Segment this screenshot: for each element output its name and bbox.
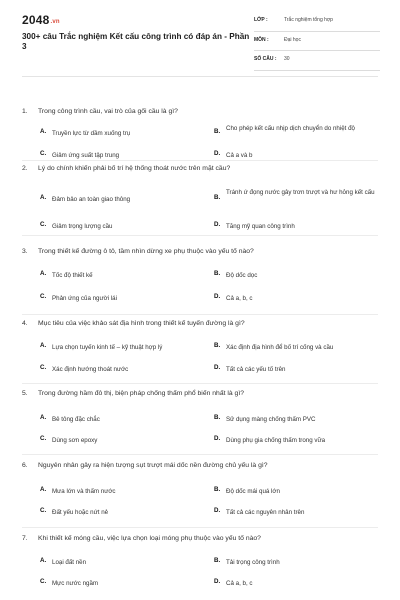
question-text: 4. Mục tiêu của việc khảo sát địa hình trong thiết kế tuyến đường là gì? <box>22 320 245 327</box>
meta-class <box>254 14 380 32</box>
question-divider <box>22 160 378 161</box>
quiz-meta <box>254 14 380 73</box>
question-text: 2. Lý do chính khiến phải bố trí hệ thống thoát nước trên mặt cầu? <box>22 165 231 172</box>
question-text: 7. Khi thiết kế móng cầu, việc lựa chọn loại móng phụ thuộc vào yếu tố nào? <box>22 535 261 542</box>
question-divider <box>22 314 378 315</box>
meta-label: LỚP : <box>254 17 268 23</box>
question-text: 6. Nguyên nhân gây ra hiện tượng sụt trượt mái dốc nền đường chủ yếu là gì? <box>22 462 268 469</box>
meta-value: Trắc nghiệm tổng hợp <box>284 17 333 23</box>
meta-question-count <box>254 53 380 71</box>
question-divider <box>22 235 378 236</box>
question-divider <box>22 383 378 384</box>
site-logo[interactable] <box>22 13 60 27</box>
question-text: 1. Trong công trình cầu, vai trò của gối cầu là gì? <box>22 108 178 115</box>
meta-value: Đại học <box>284 36 301 43</box>
quiz-page: 2048.vn 300+ câu Trắc nghiệm Kết cấu công trình có đáp án - Phần 3 LỚP : Trắc nghiệm tổng hợp MÔN : Đại học SỐ CÂU : 30 1. Trong công trình cầu, vai trò của gối cầu là gì? A. Truyền lực từ dầm xuống trụ B. Cho phép kết cấu nhịp dịch chuyển do nhiệt độ C. Giảm ứng suất tập trung D. Cả a và b 2. Lý do chính khiến phải bố trí hệ thống thoát nước trên mặt cầu? A. Đảm bảo an toàn giao thông B. Tránh ứ đọng nước gây trơn trượt và hư hỏng kết cấu C. Giảm trọng lượng cầu D. Tăng mỹ quan công trình 3. Trong thiết kế đường ô tô, tầm nhìn dừng xe phụ thuộc vào yếu tố nào? A. Tốc độ thiết kế B. Độ dốc dọc C. Phản ứng của người lái D. Cả a, b, c 4. Mục tiêu của việc khảo sát địa hình trong thiết kế tuyến đường là gì? A. Lựa chọn tuyến kinh tế – kỹ thuật hợp lý B. Xác định địa hình để bố trí cống và cầu C. Xác định hướng thoát nước D. Tất cả các yếu tố trên 5. Trong đường hầm đô thị, biện pháp chống thấm phổ biến nhất là gì? A. Bê tông đặc chắc B. Sử dụng màng chống thấm PVC C. Dùng sơn epoxy D. Dùng phụ gia chống thấm trong vữa 6. Nguyên nhân gây ra hiện tượng sụt trượt mái dốc nền đường chủ yếu là gì? A. Mưa lớn và thấm nước B. Độ dốc mái quá lớn C. Đất yếu hoặc nứt nẻ D. Tất cả các nguyên nhân trên 7. Khi thiết kế móng cầu, việc lựa chọn loại móng phụ thuộc vào yếu tố nào? A. Loại đất nền B. Tải trọng công trình C. Mực nước ngầm D. Cả a, b, c <box>0 0 400 600</box>
question-text: 5. Trong đường hầm đô thị, biện pháp chống thấm phổ biến nhất là gì? <box>22 390 245 397</box>
meta-subject <box>254 34 380 52</box>
question-divider <box>22 527 378 528</box>
meta-value: 30 <box>284 56 290 62</box>
page-title: 300+ câu Trắc nghiệm Kết cấu công trình có đáp án - Phần 3 <box>22 32 250 51</box>
meta-label: MÔN : <box>254 36 269 43</box>
meta-label: SỐ CÂU : <box>254 56 277 62</box>
header-divider <box>22 76 378 77</box>
question-text: 3. Trong thiết kế đường ô tô, tầm nhìn dừng xe phụ thuộc vào yếu tố nào? <box>22 248 254 255</box>
page-header <box>0 0 400 70</box>
logo-text: 2048 <box>22 13 50 27</box>
logo-tld: .vn <box>50 19 60 25</box>
question-divider <box>22 454 378 455</box>
